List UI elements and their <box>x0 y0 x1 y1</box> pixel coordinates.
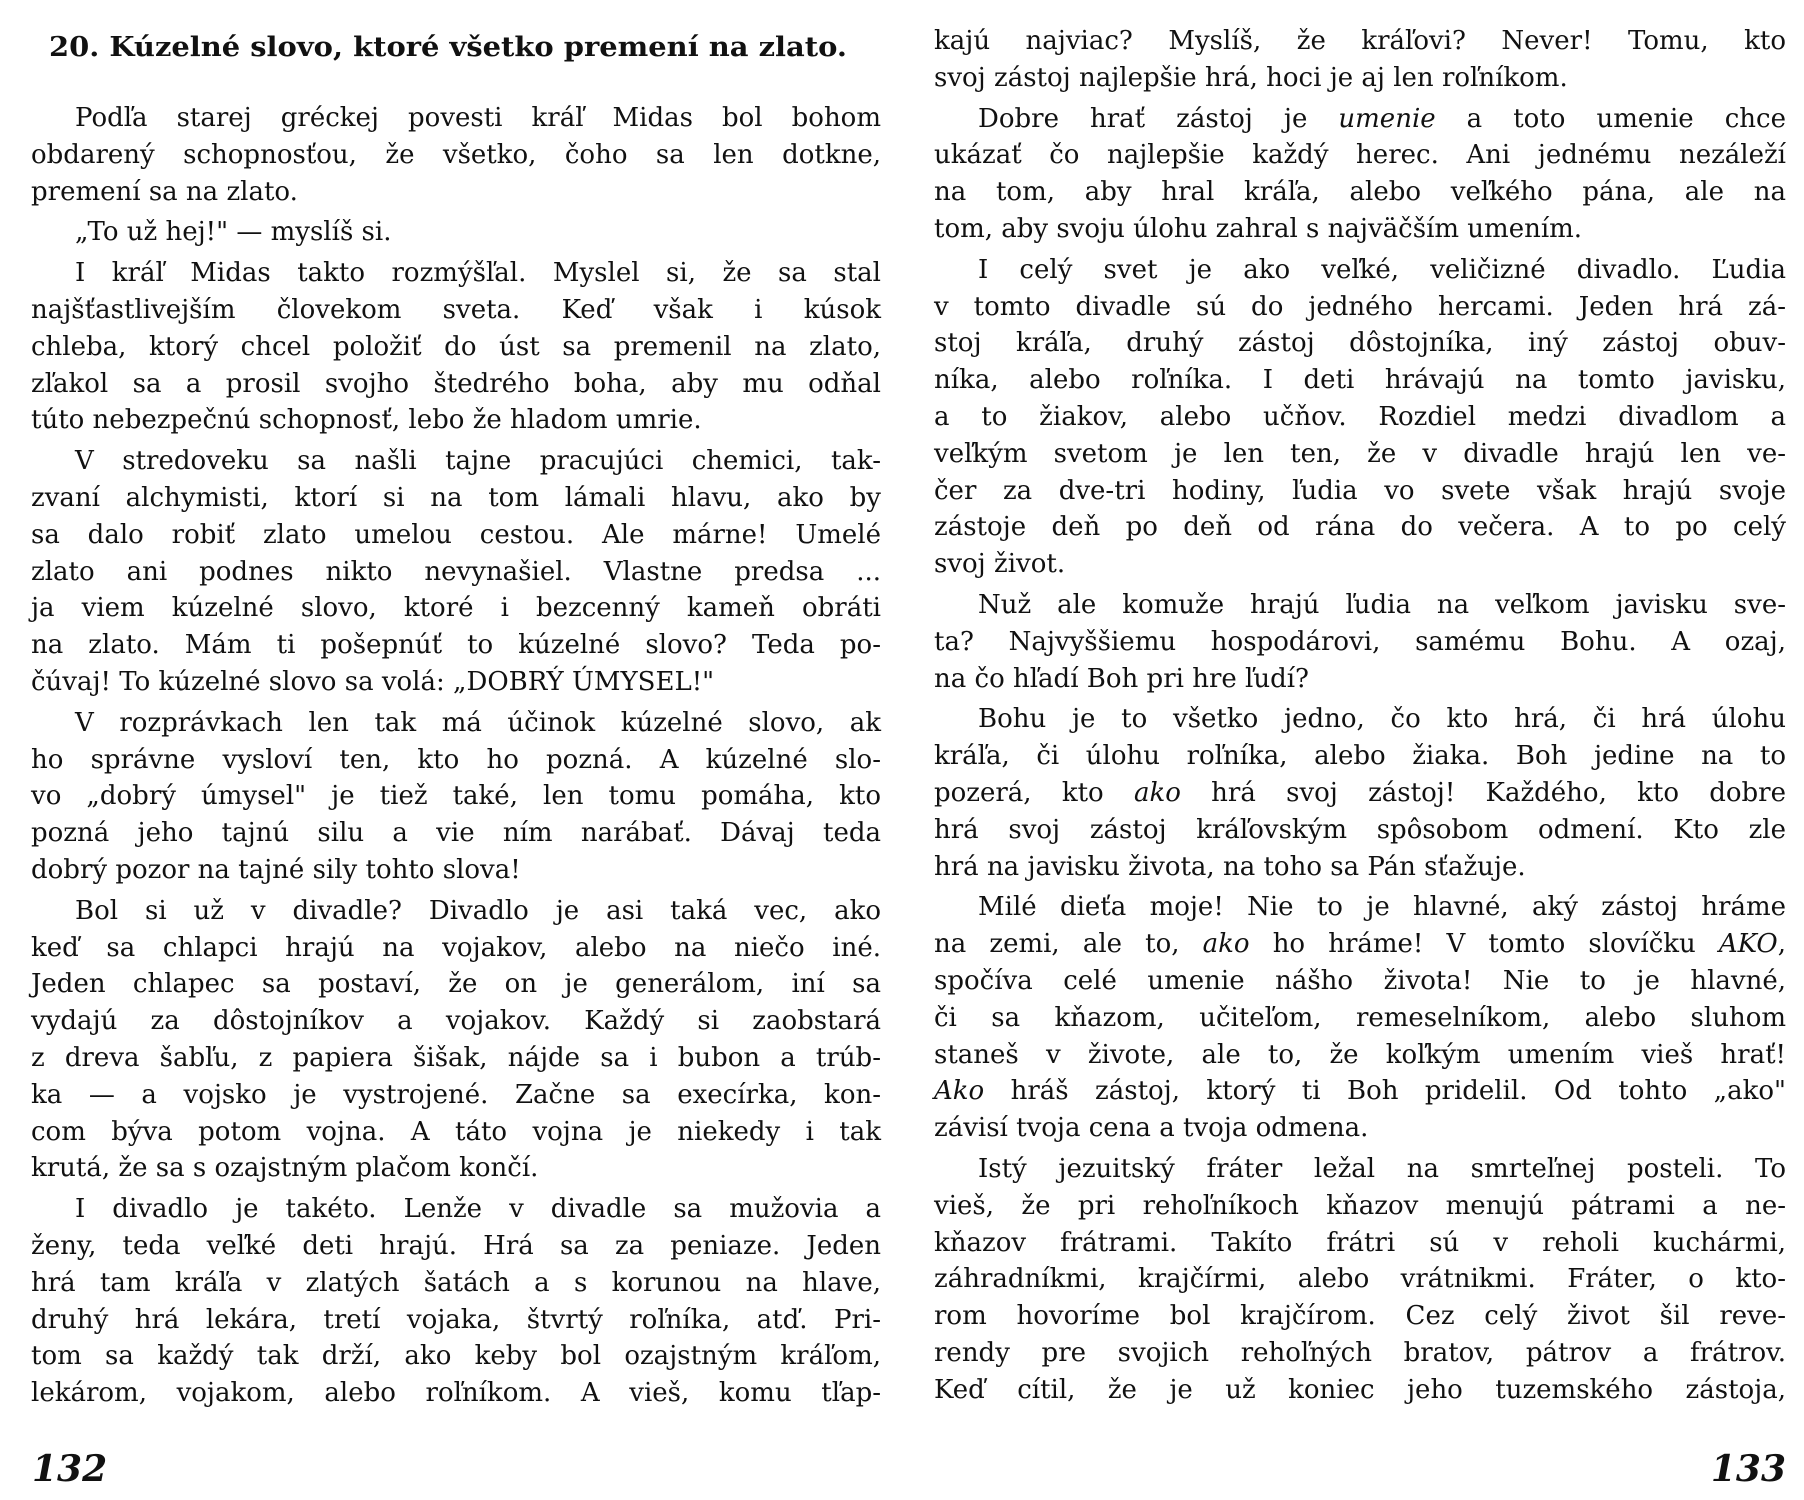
text-line <box>31 1114 881 1151</box>
text-line <box>31 480 881 517</box>
line-text: rendy pre svojich rehoľných bratov, pátrov a frátrov. <box>934 1337 1786 1368</box>
line-text: krutá, že sa s ozajstným plačom končí. <box>31 1153 539 1184</box>
text-line <box>934 23 1786 60</box>
line-text: Nuž ale komuže hrajú ľudia na veľkom javisku sve- <box>978 589 1786 620</box>
line-text: najšťastlivejším človekom sveta. Keď však i kúsok <box>31 294 881 325</box>
text-line <box>31 1338 881 1375</box>
text-line <box>934 661 1786 698</box>
text-line <box>934 963 1786 1000</box>
line-text: na tom, aby hral kráľa, alebo veľkého pána, ale na <box>934 177 1786 208</box>
text-line <box>934 101 1786 138</box>
text-line <box>31 742 881 779</box>
paragraph <box>934 101 1786 248</box>
text-line <box>934 1151 1786 1188</box>
text-line <box>31 1228 881 1265</box>
right-page-text-column <box>934 23 1786 1408</box>
text-line <box>31 627 881 664</box>
line-text: a to žiakov, alebo učňov. Rozdiel medzi divadlom a <box>934 401 1786 432</box>
line-text: svoj zástoj najlepšie hrá, hoci je aj len roľníkom. <box>934 62 1568 93</box>
line-text: kňazov frátrami. Takíto frátri sú v reholi kuchármi, <box>934 1227 1786 1258</box>
text-line <box>934 325 1786 362</box>
text-line <box>934 849 1786 886</box>
line-text: veľkým svetom je len ten, že v divadle hrajú len ve- <box>934 438 1786 469</box>
text-line <box>934 1073 1786 1110</box>
text-line <box>934 587 1786 624</box>
line-text: čer za dve-tri hodiny, ľudia vo svete však hrajú svoje <box>934 475 1786 506</box>
line-text: I celý svet je ako veľké, veličizné divadlo. Ľudia <box>978 254 1786 285</box>
line-text: zlato ani podnes nikto nevynašiel. Vlastne predsa ... <box>31 556 881 587</box>
line-text: sa dalo robiť zlato umelou cestou. Ale márne! Umelé <box>31 519 881 550</box>
paragraph <box>934 701 1786 885</box>
line-text: stoj kráľa, druhý zástoj dôstojníka, iný zástoj obuv- <box>934 328 1786 359</box>
line-text: Istý jezuitský fráter ležal na smrteľnej posteli. To <box>978 1153 1786 1184</box>
text-line <box>31 664 881 701</box>
paragraph <box>31 100 881 210</box>
line-text: dobrý pozor na tajné sily tohto slova! <box>31 854 521 885</box>
paragraph <box>934 889 1786 1147</box>
text-line <box>934 289 1786 326</box>
text-line <box>934 473 1786 510</box>
text-line <box>31 705 881 742</box>
text-segment: pozerá, kto <box>934 777 1134 808</box>
paragraph <box>31 705 881 889</box>
text-line <box>31 1003 881 1040</box>
text-line <box>31 329 881 366</box>
text-line <box>31 1302 881 1339</box>
line-text: Bol si už v divadle? Divadlo je asi taká vec, ako <box>75 895 881 926</box>
text-segment: a toto umenie chce <box>1435 103 1786 134</box>
line-text: lekárom, vojakom, alebo roľníkom. A vieš, komu tľap- <box>31 1378 881 1409</box>
text-line <box>934 1037 1786 1074</box>
text-line <box>934 174 1786 211</box>
line-text <box>934 775 1786 812</box>
line-text: hrá svoj zástoj kráľovským spôsobom odmení. Kto zle <box>934 814 1786 845</box>
line-text: druhý hrá lekára, tretí vojaka, štvrtý roľníka, atď. Pri- <box>31 1304 881 1335</box>
text-line <box>934 436 1786 473</box>
text-segment: , <box>1777 929 1786 960</box>
text-line <box>31 893 881 930</box>
line-text: v tomto divadle sú do jedného hercami. Jeden hrá zá- <box>934 291 1786 322</box>
text-segment: hráš zástoj, ktorý ti Boh pridelil. Od tohto „ako" <box>984 1076 1786 1107</box>
text-line <box>31 255 881 292</box>
text-line <box>31 517 881 554</box>
text-segment: Dobre hrať zástoj je <box>978 103 1339 134</box>
text-line <box>31 590 881 627</box>
line-text: V stredoveku sa našli tajne pracujúci chemici, tak- <box>75 446 881 477</box>
left-page-text-column <box>31 100 881 1412</box>
line-text: ženy, teda veľké deti hrajú. Hrá sa za peniaze. Jeden <box>31 1230 881 1261</box>
text-line <box>934 1261 1786 1298</box>
text-line <box>934 1225 1786 1262</box>
text-line <box>31 1150 881 1187</box>
line-text: svoj život. <box>934 549 1066 580</box>
line-text: rom hovoríme bol krajčírom. Cez celý život šil reve- <box>934 1301 1786 1332</box>
paragraph <box>31 443 881 701</box>
line-text: vydajú za dôstojníkov a vojakov. Každý si zaobstará <box>31 1006 881 1037</box>
line-text: tom, aby svoju úlohu zahral s najväčším umením. <box>934 213 1583 244</box>
text-line <box>31 292 881 329</box>
paragraph <box>934 23 1786 97</box>
text-line <box>31 852 881 889</box>
text-line <box>934 1372 1786 1409</box>
line-text: hrá na javisku života, na toho sa Pán sťažuje. <box>934 851 1526 882</box>
text-line <box>934 701 1786 738</box>
text-line <box>934 399 1786 436</box>
line-text: chleba, ktorý chcel položiť do úst sa premenil na zlato, <box>31 331 881 362</box>
line-text: Jeden chlapec sa postaví, že on je generálom, iní sa <box>31 969 881 1000</box>
text-line <box>31 1265 881 1302</box>
text-line <box>934 624 1786 661</box>
line-text: Bohu je to všetko jedno, čo kto hrá, či hrá úlohu <box>978 704 1786 735</box>
text-line <box>934 546 1786 583</box>
text-line <box>934 362 1786 399</box>
text-line <box>31 214 881 251</box>
line-text: záhradníkmi, krajčírmi, alebo vrátnikmi. Fráter, o kto- <box>934 1264 1786 1295</box>
text-line <box>934 1298 1786 1335</box>
text-segment: hrá svoj zástoj! Každého, kto dobre <box>1180 777 1786 808</box>
text-line <box>934 1335 1786 1372</box>
line-text: staneš v živote, ale to, že koľkým umením vieš hrať! <box>934 1039 1786 1070</box>
text-line <box>934 252 1786 289</box>
line-text: túto nebezpečnú schopnosť, lebo že hladom umrie. <box>31 405 702 436</box>
paragraph <box>31 1191 881 1412</box>
paragraph <box>934 252 1786 583</box>
italic-emphasis: AKO <box>1718 929 1778 960</box>
line-text: závisí tvoja cena a tvoja odmena. <box>934 1113 1369 1144</box>
text-line <box>934 926 1786 963</box>
text-line <box>934 738 1786 775</box>
line-text: obdarený schopnosťou, že všetko, čoho sa len dotkne, <box>31 139 881 170</box>
line-text: premení sa na zlato. <box>31 176 298 207</box>
line-text: ta? Najvyššiemu hospodárovi, samému Bohu. A ozaj, <box>934 626 1786 657</box>
line-text: z dreva šabľu, z papiera šišak, nájde sa i bubon a trúb- <box>31 1042 881 1073</box>
line-text: „To už hej!" — myslíš si. <box>75 217 392 248</box>
line-text <box>934 926 1786 963</box>
line-text: Podľa starej gréckej povesti kráľ Midas bol bohom <box>75 103 881 133</box>
line-text: kráľa, či úlohu roľníka, alebo žiaka. Boh jedine na to <box>934 741 1786 772</box>
line-text: zvaní alchymisti, ktorí si na tom lámali hlavu, ako by <box>31 482 881 513</box>
line-text: ka — a vojsko je vystrojené. Začne sa execírka, kon- <box>31 1079 881 1110</box>
text-line <box>934 1110 1786 1147</box>
text-line <box>31 778 881 815</box>
paragraph <box>934 587 1786 697</box>
line-text <box>934 1073 1786 1110</box>
line-text: vo „dobrý úmysel" je tiež také, len tomu pomáha, kto <box>31 781 881 812</box>
line-text: vieš, že pri rehoľníkoch kňazov menujú pátrami a ne- <box>934 1190 1786 1221</box>
text-line <box>31 1077 881 1114</box>
line-text: kajú najviac? Myslíš, že kráľovi? Never! Tomu, kto <box>934 26 1786 56</box>
italic-emphasis: Ako <box>934 1076 985 1107</box>
paragraph <box>31 255 881 439</box>
line-text: V rozprávkach len tak má účinok kúzelné slovo, ak <box>75 707 881 738</box>
line-text: Milé dieťa moje! Nie to je hlavné, aký zástoj hráme <box>978 892 1786 923</box>
text-line <box>934 211 1786 248</box>
right-page-number: 133 <box>1710 1448 1786 1490</box>
left-page-number: 132 <box>32 1448 108 1490</box>
line-text: či sa kňazom, učiteľom, remeselníkom, alebo sluhom <box>934 1002 1786 1033</box>
italic-emphasis: ako <box>1133 777 1181 808</box>
text-line <box>31 100 881 137</box>
line-text: ho správne vysloví ten, kto ho pozná. A kúzelné slo- <box>31 744 881 775</box>
line-text: hrá tam kráľa v zlatých šatách a s korunou na hlave, <box>31 1267 881 1298</box>
text-line <box>934 1188 1786 1225</box>
text-line <box>31 554 881 591</box>
text-line <box>31 1191 881 1228</box>
text-line <box>31 1040 881 1077</box>
line-text: zľakol sa a prosil svojho štedrého boha, aby mu odňal <box>31 368 881 399</box>
line-text: com býva potom vojna. A táto vojna je niekedy i tak <box>31 1116 881 1147</box>
text-line <box>934 889 1786 926</box>
line-text: níka, alebo roľníka. I deti hrávajú na tomto javisku, <box>934 365 1786 396</box>
text-line <box>934 509 1786 546</box>
text-segment: ho hráme! V tomto slovíčku <box>1249 929 1719 960</box>
paragraph <box>934 1151 1786 1409</box>
line-text: čúvaj! To kúzelné slovo sa volá: „DOBRÝ ÚMYSEL!" <box>31 666 715 697</box>
line-text: spočíva celé umenie nášho života! Nie to je hlavné, <box>934 965 1786 996</box>
text-segment: na zemi, ale to, <box>934 929 1203 960</box>
text-line <box>31 137 881 174</box>
text-line <box>934 60 1786 97</box>
line-text: tom sa každý tak drží, ako keby bol ozajstným kráľom, <box>31 1341 881 1372</box>
text-line <box>31 815 881 852</box>
text-line <box>934 137 1786 174</box>
line-text: na čo hľadí Boh pri hre ľudí? <box>934 663 1309 694</box>
italic-emphasis: umenie <box>1338 103 1436 134</box>
line-text: ja viem kúzelné slovo, ktoré i bezcenný kameň obráti <box>31 593 881 624</box>
line-text: pozná jeho tajnú silu a vie ním narábať. Dávaj teda <box>31 818 881 849</box>
text-line <box>31 443 881 480</box>
text-line <box>31 366 881 403</box>
line-text: zástoje deň po deň od rána do večera. A to po celý <box>934 512 1786 543</box>
line-text: Keď cítil, že je už koniec jeho tuzemského zástoja, <box>934 1374 1786 1405</box>
line-text: keď sa chlapci hrajú na vojakov, alebo na niečo iné. <box>31 932 881 963</box>
text-line <box>31 174 881 211</box>
text-line <box>31 966 881 1003</box>
text-line <box>31 1375 881 1412</box>
italic-emphasis: ako <box>1202 929 1250 960</box>
line-text: I divadlo je takéto. Lenže v divadle sa mužovia a <box>75 1194 881 1225</box>
line-text: ukázať čo najlepšie každý herec. Ani jednému nezáleží <box>934 140 1786 171</box>
paragraph <box>31 214 881 251</box>
text-line <box>934 812 1786 849</box>
text-line <box>31 402 881 439</box>
line-text <box>978 101 1786 138</box>
text-line <box>934 1000 1786 1037</box>
chapter-title: 20. Kúzelné slovo, ktoré všetko premení na zlato. <box>49 32 847 63</box>
text-line <box>934 775 1786 812</box>
line-text: I kráľ Midas takto rozmýšľal. Myslel si, že sa stal <box>75 258 881 289</box>
line-text: na zlato. Mám ti pošepnúť to kúzelné slovo? Teda po- <box>31 630 881 661</box>
paragraph <box>31 893 881 1187</box>
text-line <box>31 930 881 967</box>
